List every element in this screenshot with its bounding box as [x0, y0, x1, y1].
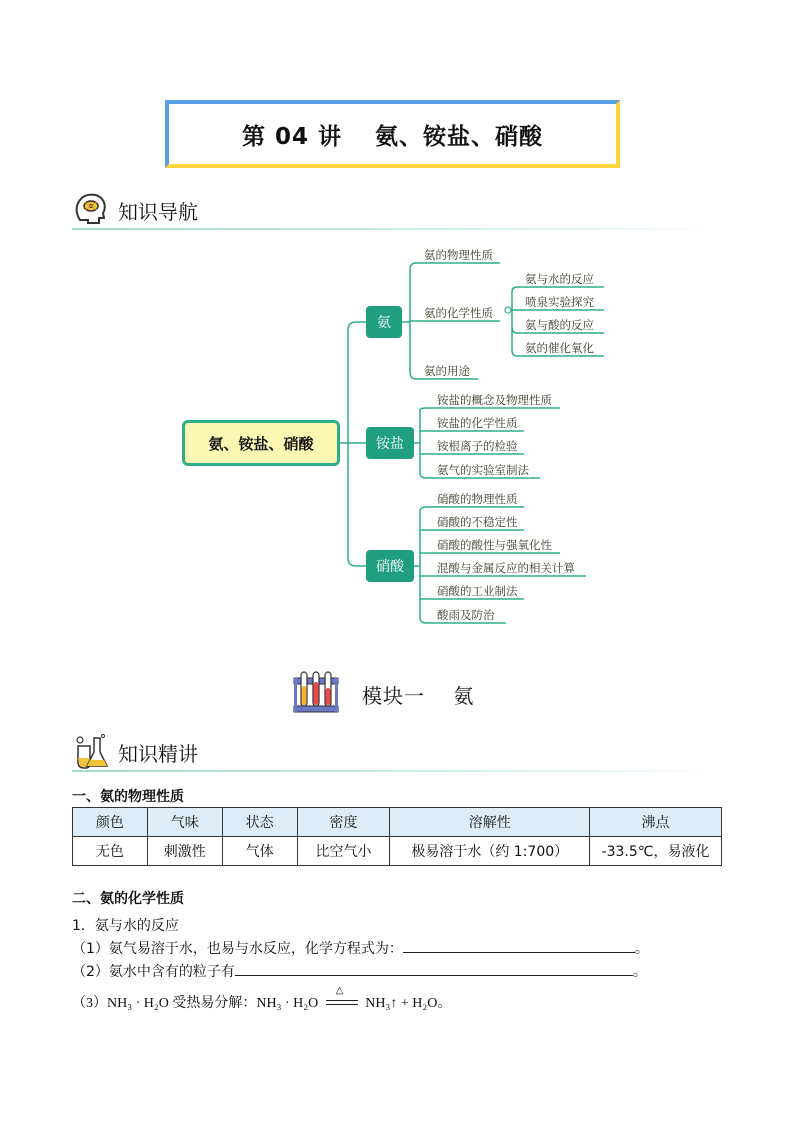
- mindmap-leaf: 酸雨及防治: [437, 608, 495, 622]
- table-header-cell: 颜色: [73, 808, 148, 837]
- mindmap-leaf: 混酸与金属反应的相关计算: [437, 561, 575, 575]
- test-tube-rack-icon: [292, 668, 340, 714]
- answer-blank-2[interactable]: [235, 962, 633, 976]
- knowledge-lecture-label: 知识精讲: [118, 742, 198, 766]
- knowledge-lecture-header: [72, 732, 712, 772]
- mindmap-leaf: 氨气的实验室制法: [437, 463, 529, 477]
- question-2-end: 。: [632, 964, 647, 980]
- physical-properties-table: [72, 807, 722, 866]
- question-3: [72, 984, 452, 1012]
- table-cell: 极易溶于水（约 1:700）: [390, 837, 590, 866]
- mindmap-branch-nitric-acid: 硝酸: [366, 550, 414, 582]
- question-2-text: （2）氨水中含有的粒子有: [72, 964, 235, 980]
- equilibrium-condition: [326, 984, 358, 1011]
- mindmap-leaf: 硝酸的不稳定性: [437, 515, 518, 529]
- mindmap-leaf: 氨的用途: [424, 364, 470, 378]
- mindmap-leaf: 硝酸的酸性与强氧化性: [437, 538, 552, 552]
- mindmap-subleaf: 氨与酸的反应: [525, 318, 594, 332]
- mindmap-leaf: 氨的物理性质: [424, 248, 493, 262]
- mindmap-leaf: 铵盐的化学性质: [437, 416, 518, 430]
- question-1-text: （1）氨气易溶于水，也易与水反应，化学方程式为：: [72, 941, 403, 957]
- table-header-row: [73, 808, 722, 837]
- question-2: [72, 961, 647, 981]
- item1-title: 1．氨与水的反应: [72, 918, 179, 934]
- header-underline: [72, 228, 712, 230]
- mindmap-root: 氨、铵盐、硝酸: [182, 420, 340, 466]
- lab-flask-icon: [72, 732, 110, 770]
- table-header-cell: 溶解性: [390, 808, 590, 837]
- table-row: [73, 837, 722, 866]
- table-header-cell: 状态: [222, 808, 297, 837]
- knowledge-nav-label: 知识导航: [118, 200, 198, 224]
- header-underline: [72, 770, 712, 772]
- section1-heading: 一、氨的物理性质: [72, 789, 184, 805]
- head-brain-icon: [72, 190, 110, 228]
- mindmap-leaf: 铵根离子的检验: [437, 439, 518, 453]
- table-cell: 气体: [222, 837, 297, 866]
- mindmap-leaf: 铵盐的概念及物理性质: [437, 393, 552, 407]
- section2-heading: 二、氨的化学性质: [72, 891, 184, 907]
- mindmap-subleaf: 氨与水的反应: [525, 272, 594, 286]
- table-header-cell: 气味: [147, 808, 222, 837]
- mindmap-subleaf: 喷泉实验探究: [525, 295, 594, 309]
- question-1-end: 。: [634, 941, 649, 957]
- answer-blank-1[interactable]: [403, 939, 635, 953]
- page-title: 第 04 讲 氨、铵盐、硝酸: [241, 123, 544, 150]
- table-cell: 比空气小: [297, 837, 390, 866]
- table-header-cell: 密度: [297, 808, 390, 837]
- table-cell: 无色: [73, 837, 148, 866]
- mindmap-leaf: 硝酸的物理性质: [437, 492, 518, 506]
- table-header-cell: 沸点: [590, 808, 722, 837]
- module-title-text: 模块一 氨: [362, 684, 475, 708]
- mindmap-branch-ammonium-salt: 铵盐: [366, 427, 414, 459]
- table-cell: -33.5℃，易液化: [590, 837, 722, 866]
- mindmap-leaf: 氨的化学性质: [424, 306, 493, 320]
- mindmap-subleaf: 氨的催化氧化: [525, 341, 594, 355]
- table-cell: 刺激性: [147, 837, 222, 866]
- heat-triangle-symbol: △: [335, 984, 344, 996]
- question-3-text: （3）NH₃ · H₂O 受热易分解：NH₃ · H₂O: [72, 996, 319, 1011]
- mindmap-branch-ammonia: 氨: [366, 306, 402, 338]
- module-title: [292, 668, 532, 716]
- title-banner: [165, 100, 620, 168]
- question-1: [72, 938, 649, 958]
- question-3-products: NH₃↑ + H₂O。: [365, 996, 452, 1011]
- knowledge-nav-header: [72, 190, 712, 230]
- mindmap-leaf: 硝酸的工业制法: [437, 584, 518, 598]
